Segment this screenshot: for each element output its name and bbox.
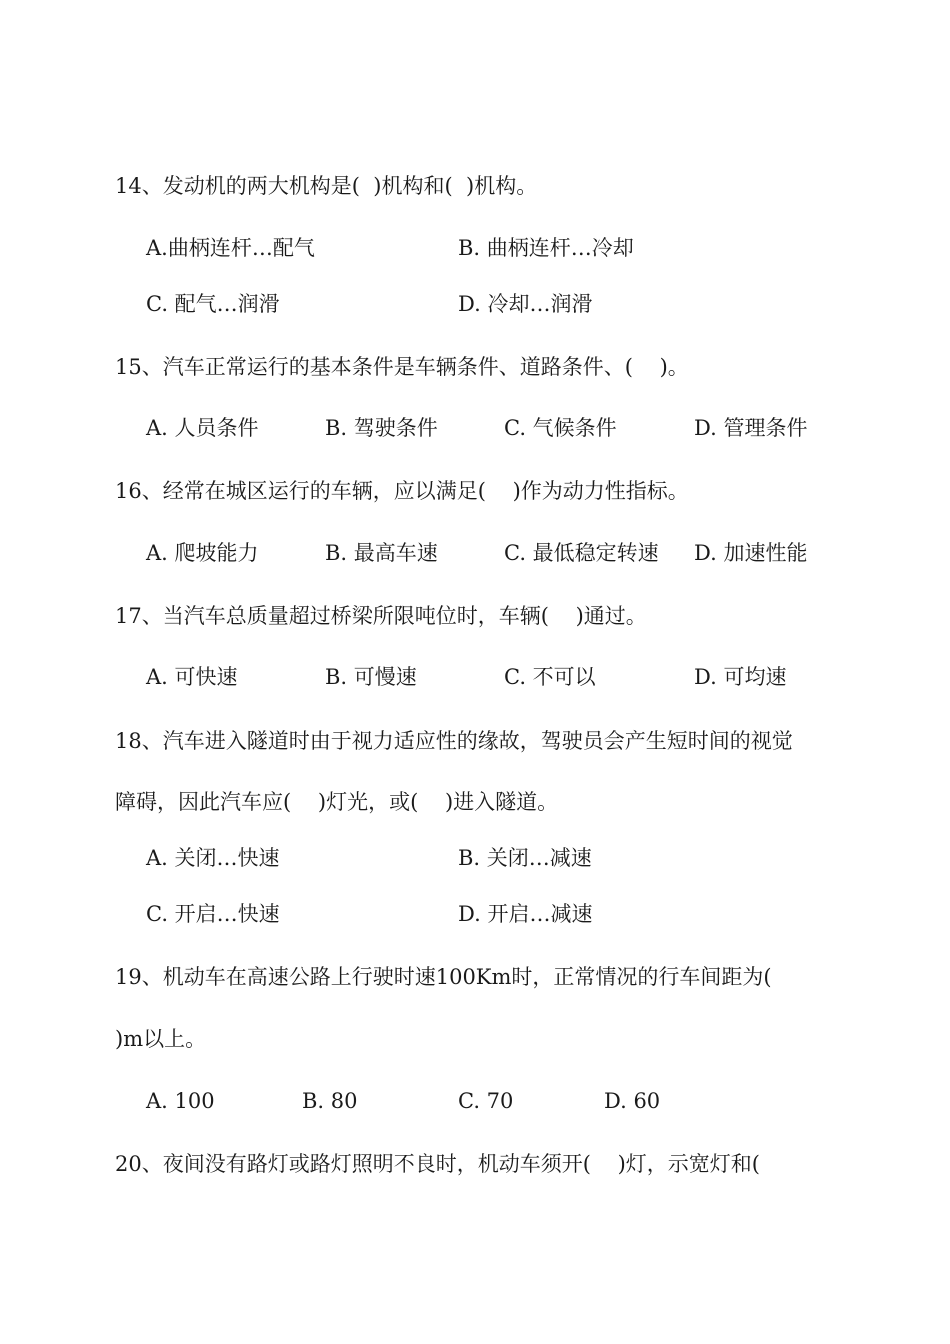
question-15-option-b: B. 驾驶条件 — [325, 416, 438, 440]
question-17-option-c: C. 不可以 — [504, 665, 596, 689]
question-19-text-line-1: 19、机动车在高速公路上行驶时速100Km时，正常情况的行车间距为( — [115, 965, 772, 989]
question-14-option-d: D. 冷却…润滑 — [458, 292, 593, 316]
question-20-text: 20、夜间没有路灯或路灯照明不良时，机动车须开( )灯，示宽灯和( — [115, 1152, 760, 1176]
question-16-option-a: A. 爬坡能力 — [146, 541, 259, 565]
question-19-text-line-2: )m以上。 — [115, 1027, 207, 1051]
question-17-option-d: D. 可均速 — [694, 665, 787, 689]
question-15-option-d: D. 管理条件 — [694, 416, 808, 440]
question-16-option-d: D. 加速性能 — [694, 541, 808, 565]
question-18-option-a: A. 关闭…快速 — [146, 846, 280, 870]
question-19-option-d: D. 60 — [604, 1089, 661, 1113]
question-19-option-c: C. 70 — [458, 1089, 514, 1113]
question-14-text: 14、发动机的两大机构是( )机构和( )机构。 — [115, 174, 538, 198]
question-18-text-line-1: 18、汽车进入隧道时由于视力适应性的缘故，驾驶员会产生短时间的视觉 — [115, 729, 793, 753]
question-18-option-c: C. 开启…快速 — [146, 902, 280, 926]
question-14-option-b: B. 曲柄连杆…冷却 — [458, 236, 634, 260]
question-19-option-a: A. 100 — [146, 1089, 215, 1113]
question-16-option-c: C. 最低稳定转速 — [504, 541, 659, 565]
question-16-text: 16、经常在城区运行的车辆，应以满足( )作为动力性指标。 — [115, 479, 689, 503]
question-15-option-c: C. 气候条件 — [504, 416, 617, 440]
question-15-text: 15、汽车正常运行的基本条件是车辆条件、道路条件、( )。 — [115, 355, 689, 379]
question-18-option-d: D. 开启…减速 — [458, 902, 593, 926]
question-15-option-a: A. 人员条件 — [146, 416, 259, 440]
question-14-option-a: A.曲柄连杆…配气 — [146, 236, 315, 260]
question-19-option-b: B. 80 — [302, 1089, 358, 1113]
question-18-option-b: B. 关闭…减速 — [458, 846, 592, 870]
question-17-text: 17、当汽车总质量超过桥梁所限吨位时，车辆( )通过。 — [115, 604, 647, 628]
question-14-option-c: C. 配气…润滑 — [146, 292, 280, 316]
question-17-option-a: A. 可快速 — [146, 665, 238, 689]
question-16-option-b: B. 最高车速 — [325, 541, 438, 565]
question-17-option-b: B. 可慢速 — [325, 665, 417, 689]
question-18-text-line-2: 障碍，因此汽车应( )灯光，或( )进入隧道。 — [115, 790, 559, 814]
